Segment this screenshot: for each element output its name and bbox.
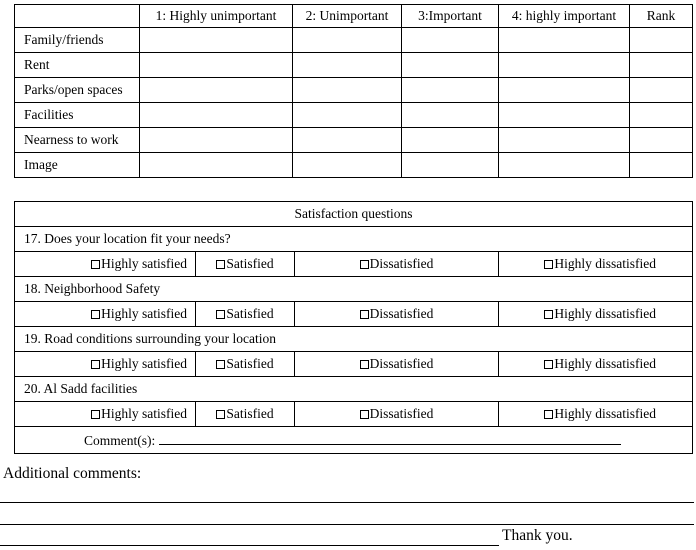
options-row bbox=[15, 252, 693, 277]
question-19: 19. Road conditions surrounding your location bbox=[15, 327, 693, 352]
rating-cell[interactable] bbox=[140, 128, 293, 153]
rating-cell[interactable] bbox=[499, 28, 630, 53]
rating-cell[interactable] bbox=[293, 78, 402, 103]
additional-comments-label: Additional comments: bbox=[3, 465, 142, 482]
rating-cell[interactable] bbox=[402, 78, 499, 103]
option-label: Dissatisfied bbox=[369, 406, 434, 421]
option-highly-dissatisfied[interactable] bbox=[499, 252, 693, 277]
checkbox-icon[interactable] bbox=[91, 260, 100, 269]
rank-cell[interactable] bbox=[630, 28, 693, 53]
row-label-nearness-to-work: Nearness to work bbox=[15, 128, 140, 153]
table-row bbox=[15, 53, 693, 78]
checkbox-icon[interactable] bbox=[91, 360, 100, 369]
option-satisfied[interactable] bbox=[196, 252, 295, 277]
comment-row bbox=[15, 427, 693, 454]
checkbox-icon[interactable] bbox=[544, 260, 553, 269]
rating-cell[interactable] bbox=[402, 53, 499, 78]
checkbox-icon[interactable] bbox=[216, 260, 225, 269]
rating-cell[interactable] bbox=[140, 28, 293, 53]
rating-cell[interactable] bbox=[293, 128, 402, 153]
importance-header-unimportant: 2: Unimportant bbox=[293, 5, 402, 28]
rating-cell[interactable] bbox=[140, 78, 293, 103]
option-dissatisfied[interactable] bbox=[295, 352, 499, 377]
satisfaction-title: Satisfaction questions bbox=[15, 202, 693, 227]
importance-header-highly-important: 4: highly important bbox=[499, 5, 630, 28]
option-label: Highly satisfied bbox=[101, 406, 187, 421]
checkbox-icon[interactable] bbox=[360, 310, 369, 319]
option-label: Highly dissatisfied bbox=[554, 256, 656, 271]
option-highly-dissatisfied[interactable] bbox=[499, 302, 693, 327]
importance-header-blank bbox=[15, 5, 140, 28]
comment-input-line[interactable] bbox=[0, 545, 499, 546]
option-highly-satisfied[interactable] bbox=[15, 252, 196, 277]
option-satisfied[interactable] bbox=[196, 302, 295, 327]
checkbox-icon[interactable] bbox=[544, 360, 553, 369]
checkbox-icon[interactable] bbox=[360, 260, 369, 269]
rating-cell[interactable] bbox=[402, 128, 499, 153]
comment-input-line[interactable] bbox=[159, 432, 621, 445]
rating-cell[interactable] bbox=[140, 53, 293, 78]
rating-cell[interactable] bbox=[293, 53, 402, 78]
rating-cell[interactable] bbox=[402, 28, 499, 53]
rating-cell[interactable] bbox=[293, 153, 402, 178]
checkbox-icon[interactable] bbox=[544, 410, 553, 419]
importance-table bbox=[14, 4, 693, 178]
question-row bbox=[15, 277, 693, 302]
checkbox-icon[interactable] bbox=[216, 410, 225, 419]
row-label-parks-open-spaces: Parks/open spaces bbox=[15, 78, 140, 103]
option-highly-dissatisfied[interactable] bbox=[499, 352, 693, 377]
option-dissatisfied[interactable] bbox=[295, 302, 499, 327]
importance-header-important: 3:Important bbox=[402, 5, 499, 28]
rank-cell[interactable] bbox=[630, 128, 693, 153]
question-20: 20. Al Sadd facilities bbox=[15, 377, 693, 402]
options-row bbox=[15, 302, 693, 327]
option-satisfied[interactable] bbox=[196, 352, 295, 377]
option-label: Dissatisfied bbox=[369, 356, 434, 371]
question-row bbox=[15, 227, 693, 252]
importance-header-rank: Rank bbox=[630, 5, 693, 28]
satisfaction-title-row bbox=[15, 202, 693, 227]
satisfaction-table bbox=[14, 201, 693, 454]
checkbox-icon[interactable] bbox=[216, 360, 225, 369]
checkbox-icon[interactable] bbox=[91, 310, 100, 319]
comment-wrap bbox=[15, 432, 692, 449]
table-row bbox=[15, 78, 693, 103]
option-highly-satisfied[interactable] bbox=[15, 352, 196, 377]
checkbox-icon[interactable] bbox=[91, 410, 100, 419]
option-label: Highly dissatisfied bbox=[554, 306, 656, 321]
option-highly-satisfied[interactable] bbox=[15, 402, 196, 427]
rating-cell[interactable] bbox=[293, 28, 402, 53]
option-label: Dissatisfied bbox=[369, 256, 434, 271]
option-label: Dissatisfied bbox=[369, 306, 434, 321]
rating-cell[interactable] bbox=[499, 153, 630, 178]
option-label: Highly dissatisfied bbox=[554, 356, 656, 371]
question-row bbox=[15, 377, 693, 402]
rank-cell[interactable] bbox=[630, 78, 693, 103]
checkbox-icon[interactable] bbox=[544, 310, 553, 319]
option-label: Satisfied bbox=[226, 406, 274, 421]
table-row bbox=[15, 103, 693, 128]
rank-cell[interactable] bbox=[630, 153, 693, 178]
rating-cell[interactable] bbox=[140, 103, 293, 128]
table-row bbox=[15, 128, 693, 153]
question-17: 17. Does your location fit your needs? bbox=[15, 227, 693, 252]
row-label-rent: Rent bbox=[15, 53, 140, 78]
rating-cell[interactable] bbox=[499, 128, 630, 153]
option-dissatisfied[interactable] bbox=[295, 402, 499, 427]
option-label: Highly satisfied bbox=[101, 306, 187, 321]
thank-you-text: Thank you. bbox=[502, 527, 573, 544]
option-satisfied[interactable] bbox=[196, 402, 295, 427]
rating-cell[interactable] bbox=[499, 53, 630, 78]
rank-cell[interactable] bbox=[630, 103, 693, 128]
table-row bbox=[15, 153, 693, 178]
checkbox-icon[interactable] bbox=[216, 310, 225, 319]
options-row bbox=[15, 352, 693, 377]
option-label: Satisfied bbox=[226, 356, 274, 371]
question-18: 18. Neighborhood Safety bbox=[15, 277, 693, 302]
comment-input-line[interactable] bbox=[0, 524, 694, 525]
row-label-image: Image bbox=[15, 153, 140, 178]
rating-cell[interactable] bbox=[499, 78, 630, 103]
rank-cell[interactable] bbox=[630, 53, 693, 78]
option-highly-dissatisfied[interactable] bbox=[499, 402, 693, 427]
option-label: Satisfied bbox=[226, 306, 274, 321]
rating-cell[interactable] bbox=[402, 103, 499, 128]
rating-cell[interactable] bbox=[402, 153, 499, 178]
comment-input-line[interactable] bbox=[0, 502, 694, 503]
importance-header-row bbox=[15, 5, 693, 28]
importance-header-highly-unimportant: 1: Highly unimportant bbox=[140, 5, 293, 28]
checkbox-icon[interactable] bbox=[360, 410, 369, 419]
comment-cell bbox=[15, 427, 693, 454]
rating-cell[interactable] bbox=[140, 153, 293, 178]
row-label-family-friends: Family/friends bbox=[15, 28, 140, 53]
question-row bbox=[15, 327, 693, 352]
option-label: Highly dissatisfied bbox=[554, 406, 656, 421]
option-dissatisfied[interactable] bbox=[295, 252, 499, 277]
option-highly-satisfied[interactable] bbox=[15, 302, 196, 327]
comment-label: Comment(s): bbox=[84, 432, 156, 448]
option-label: Highly satisfied bbox=[101, 256, 187, 271]
option-label: Satisfied bbox=[226, 256, 274, 271]
rating-cell[interactable] bbox=[499, 103, 630, 128]
option-label: Highly satisfied bbox=[101, 356, 187, 371]
row-label-facilities: Facilities bbox=[15, 103, 140, 128]
checkbox-icon[interactable] bbox=[360, 360, 369, 369]
rating-cell[interactable] bbox=[293, 103, 402, 128]
table-row bbox=[15, 28, 693, 53]
options-row bbox=[15, 402, 693, 427]
